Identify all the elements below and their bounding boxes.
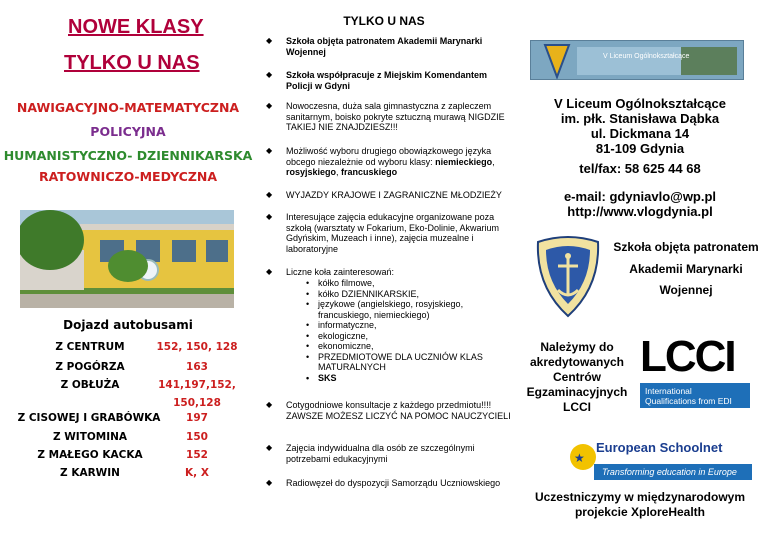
right-panel <box>512 0 768 543</box>
school-city: 81-109 Gdynia <box>595 141 685 156</box>
bullet-text <box>286 146 511 178</box>
list-item: • ekonomiczne, <box>306 341 496 352</box>
bullet-text: Zajęcia indywidualna dla osób ze szczególnymi potrzebami edukacyjnymi <box>286 443 475 464</box>
bus-origin: Z MAŁEGO KACKA <box>37 449 143 461</box>
lcci-caption-line: akredytowanych <box>529 355 625 369</box>
patronage-line: Szkoła objęta patronatem <box>613 240 759 254</box>
list-item: • informatyczne, <box>306 320 496 331</box>
naval-academy-emblem-icon <box>530 232 606 320</box>
lcci-membership-text <box>512 340 642 415</box>
lcci-caption-line: Centrów <box>553 370 601 384</box>
separator: , <box>336 167 342 177</box>
bus-origin: Z POGÓRZA <box>55 361 125 373</box>
profile-rescue-medical: RATOWNICZO-MEDYCZNA <box>38 169 218 184</box>
school-building-photo <box>20 210 234 308</box>
diamond-bullet-icon: ◆ <box>266 70 273 79</box>
bullet-text: Nowoczesna, duża sala gimnastyczna z zapleczem sanitarnym, boisko pokryte sztuczną murawą NIGDZIE TAKIEJ NIE ZNAJDZIESZ!!! <box>286 101 505 132</box>
diamond-bullet-icon: ◆ <box>266 101 273 110</box>
bullet-text: Radiowęzeł do dyspozycji Samorządu Uczniowskiego <box>286 478 501 488</box>
diamond-bullet-icon: ◆ <box>266 478 273 487</box>
list-item: • PRZEDMIOTOWE DLA UCZNIÓW KLAS MATURALNYCH <box>306 352 496 373</box>
left-panel <box>0 0 256 543</box>
bus-origin: Z CISOWEJ I GRABÓWKA <box>17 412 161 424</box>
only-here-title: TYLKO U NAS <box>64 52 200 74</box>
bus-origin: Z KARWIN <box>60 467 120 479</box>
school-banner <box>530 40 744 80</box>
bus-lines: 141,197,152, <box>158 379 236 391</box>
language-french: francuskiego <box>341 167 398 177</box>
lcci-caption-line: LCCI <box>563 400 591 414</box>
list-item: • językowe (angielskiego, rosyjskiego, francuskiego, niemieckiego) <box>306 299 496 320</box>
bus-lines: 152, 150, 128 <box>156 341 238 353</box>
bus-origin: Z OBŁUŻA <box>60 379 120 391</box>
lcci-subtitle-box <box>640 383 750 408</box>
bullet-text: Szkoła objęta patronatem Akademii Marynarki Wojennej <box>286 36 483 57</box>
bullet-text: Szkoła współpracuje z Miejskim Komendantem Policji w Gdyni <box>286 70 488 91</box>
diamond-bullet-icon: ◆ <box>266 443 273 452</box>
bus-lines: 152 <box>186 449 208 461</box>
website-link[interactable]: http://www.vlogdynia.pl <box>567 204 713 219</box>
es-title: European Schoolnet <box>596 440 723 455</box>
profile-navigation-math: NAWIGACYJNO-MATEMATYCZNA <box>16 100 240 115</box>
diamond-bullet-icon: ◆ <box>266 212 273 221</box>
language-choice-text: Możliwość wyboru drugiego obowiązkowego języka obcego niezależnie od wyboru klasy: <box>286 146 492 167</box>
bus-origin: Z WITOMINA <box>52 431 128 443</box>
list-item: • kółko filmowe, <box>306 278 496 289</box>
profile-police: POLICYJNA <box>90 124 166 139</box>
language-russian: rosyjskiego <box>286 167 337 177</box>
school-patron-name: im. płk. Stanisława Dąbka <box>560 111 720 126</box>
patronage-line: Wojennej <box>659 283 713 297</box>
school-name: V Liceum Ogólnokształcące <box>554 96 726 111</box>
separator: , <box>492 156 495 167</box>
lcci-subtitle: International <box>645 386 692 396</box>
bus-lines: 150 <box>186 431 208 443</box>
diamond-bullet-icon: ◆ <box>266 36 273 45</box>
bus-lines: 163 <box>186 361 208 373</box>
bus-origin: Z CENTRUM <box>55 341 125 353</box>
diamond-bullet-icon: ◆ <box>266 400 273 409</box>
bullet-text: WYJAZDY KRAJOWE I ZAGRANICZNE MŁODZIEŻY <box>286 190 502 200</box>
profile-humanities-journalism: HUMANISTYCZNO- DZIENNIKARSKA <box>3 148 253 163</box>
school-emblem-icon <box>531 41 744 80</box>
bullet-text: Cotygodniowe konsultacje z każdego przedmiotu!!!! ZAWSZE MOŻESZ LICZYĆ NA POMOC NAUCZYCIELI <box>286 400 511 421</box>
bus-lines: 150,128 <box>173 397 221 409</box>
lcci-caption-line: Egzaminacyjnych <box>526 385 628 399</box>
european-schoolnet-logo <box>568 440 754 484</box>
lcci-logo <box>640 332 750 408</box>
xplorehealth-line: projekcie XploreHealth <box>574 505 706 519</box>
bus-access-title: Dojazd autobusami <box>63 318 193 332</box>
bullet-text: Liczne koła zainteresowań: <box>286 267 395 277</box>
only-here-header: TYLKO U NAS <box>343 14 425 28</box>
lcci-subtitle: Qualifications from EDI <box>645 396 732 406</box>
school-street: ul. Dickmana 14 <box>590 126 690 141</box>
list-item: • SKS <box>306 373 496 384</box>
banner-caption: V Liceum Ogólnokształcące <box>603 53 690 60</box>
new-classes-title: NOWE KLASY <box>68 16 204 38</box>
es-tagline: Transforming education in Europe <box>594 464 752 480</box>
diamond-bullet-icon: ◆ <box>266 146 273 155</box>
lcci-caption-line: Należymy do <box>540 340 614 354</box>
bus-lines: K, X <box>185 467 209 479</box>
diamond-bullet-icon: ◆ <box>266 190 273 199</box>
lcci-wordmark: LCCI <box>640 332 735 381</box>
language-german: niemieckiego <box>435 156 493 167</box>
school-phone: tel/fax: 58 625 44 68 <box>579 161 701 176</box>
school-website[interactable] <box>512 204 768 219</box>
bullet-text: Interesujące zajęcia edukacyjne organizowane poza szkołą (warsztaty w Fokarium, Eko-Dolinie, Akwarium Gdyńskim, Muzeach i inne), zajęcia muzealne i laboratoryjne <box>286 212 500 254</box>
xplorehealth-line: Uczestniczymy w międzynarodowym <box>534 490 746 504</box>
school-email: e-mail: gdyniavlo@wp.pl <box>563 189 717 204</box>
list-item: • kółko DZIENNIKARSKIE, <box>306 289 496 300</box>
svg-text:★: ★ <box>574 451 585 465</box>
diamond-bullet-icon: ◆ <box>266 267 273 276</box>
clubs-list <box>306 278 496 383</box>
patronage-line: Akademii Marynarki <box>629 262 743 276</box>
bus-lines: 197 <box>186 412 208 424</box>
middle-panel <box>256 0 512 543</box>
list-item: • ekologiczne, <box>306 331 496 342</box>
